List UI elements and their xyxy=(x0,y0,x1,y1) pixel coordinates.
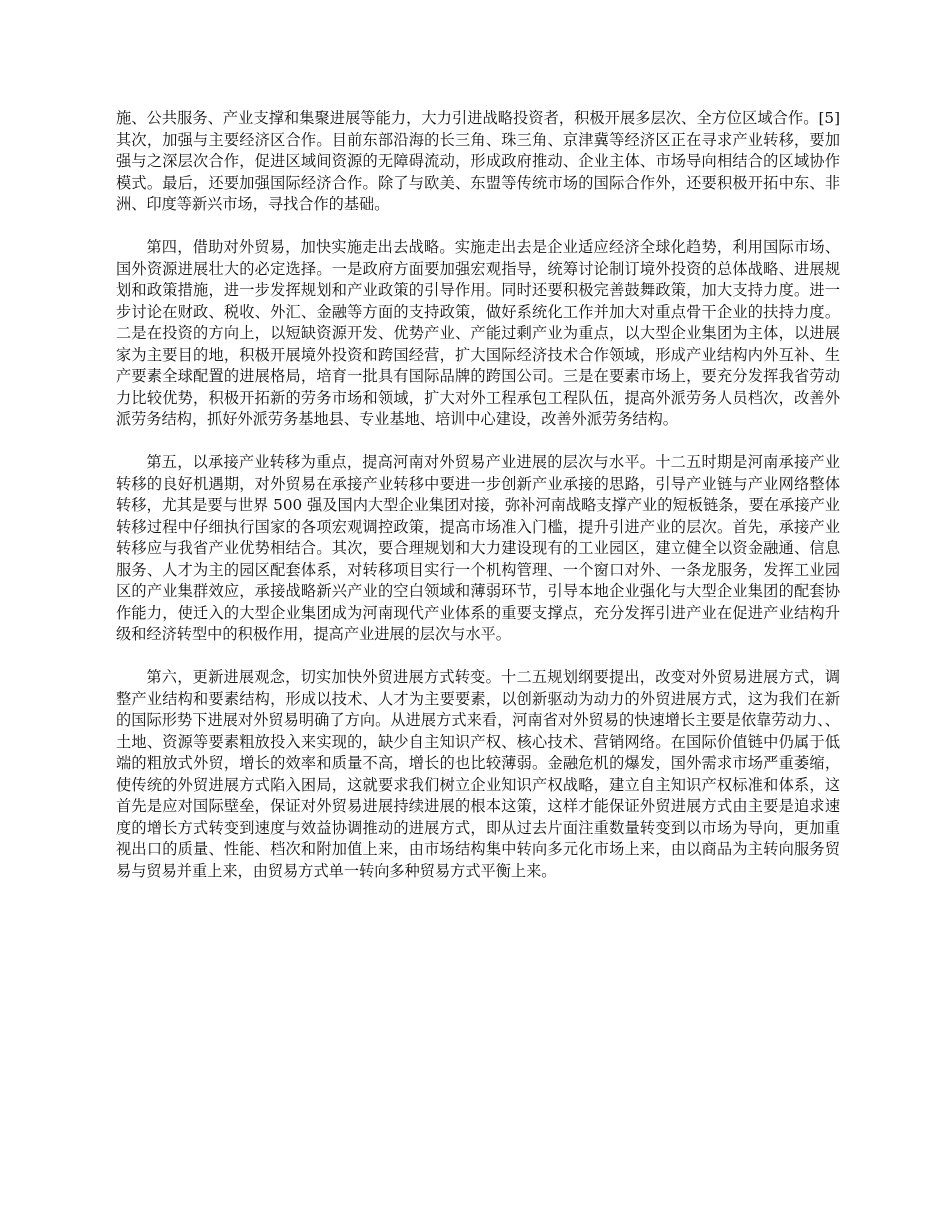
paragraph-fourth-going-global: 第四，借助对外贸易，加快实施走出去战略。实施走出去是企业适应经济全球化趋势，利用国际市场、国外资源进展壮大的必定选择。一是政府方面要加强宏观指导，统筹讨论制订境外投资的总体战略、进展规划和政策措施，进一步发挥规划和产业政策的引导作用。同时还要积极完善鼓舞政策，加大支持力度。进一步讨论在财政、税收、外汇、金融等方面的支持政策，做好系统化工作并加大对重点骨干企业的扶持力度。二是在投资的方向上，以短缺资源开发、优势产业、产能过剩产业为重点，以大型企业集团为主体，以进展家为主要目的地，积极开展境外投资和跨国经营，扩大国际经济技术合作领域，形成产业结构内外互补、生产要素全球配置的进展格局，培育一批具有国际品牌的跨国公司。三是在要素市场上，要充分发挥我省劳动力比较优势，积极开拓新的劳务市场和领域，扩大对外工程承包工程队伍，提高外派劳务人员档次，改善外派劳务结构，抓好外派劳务基地县、专业基地、培训中心建设，改善外派劳务结构。 xyxy=(116,238,840,428)
paragraph-fifth-industry-transfer: 第五，以承接产业转移为重点，提高河南对外贸易产业进展的层次与水平。十二五时期是河南承接产业转移的良好机遇期，对外贸易在承接产业转移中要进一步创新产业承接的思路，引导产业链与产业网络整体转移，尤其是要与世界 500 强及国内大型企业集团对接，弥补河南战略支撑产业的短板链条，要在承接产业转移过程中仔细执行国家的各项宏观调控政策，提高市场准入门槛，提升引进产业的层次。首先，承接产业转移应与我省产业优势相结合。其次，要合理规划和大力建设现有的工业园区，建立健全以资金融通、信息服务、人才为主的园区配套体系，对转移项目实行一个机构管理、一个窗口对外、一条龙服务，发挥工业园区的产业集群效应，承接战略新兴产业的空白领域和薄弱环节，引导本地企业强化与大型企业集团的配套协作能力，使迁入的大型企业集团成为河南现代产业体系的重要支撑点，充分发挥引进产业在促进产业结构升级和经济转型中的积极作用，提高产业进展的层次与水平。 xyxy=(116,453,840,643)
document-body xyxy=(116,108,840,882)
paragraph-regional-cooperation: 施、公共服务、产业支撑和集聚进展等能力，大力引进战略投资者，积极开展多层次、全方位区域合作。[5]其次，加强与主要经济区合作。目前东部沿海的长三角、珠三角、京津冀等经济区正在寻求产业转移，要加强与之深层次合作，促进区域间资源的无障碍流动，形成政府推动、企业主体、市场导向相结合的区域协作模式。最后，还要加强国际经济合作。除了与欧美、东盟等传统市场的国际合作外，还要积极开拓中东、非洲、印度等新兴市场，寻找合作的基础。 xyxy=(116,109,840,213)
paragraph-sixth-development-mode: 第六，更新进展观念，切实加快外贸进展方式转变。十二五规划纲要提出，改变对外贸易进展方式，调整产业结构和要素结构，形成以技术、人才为主要要素，以创新驱动为动力的外贸进展方式，这为我们在新的国际形势下进展对外贸易明确了方向。从进展方式来看，河南省对外贸易的快速增长主要是依靠劳动力、、土地、资源等要素粗放投入来实现的，缺少自主知识产权、核心技术、营销网络。在国际价值链中仍属于低端的粗放式外贸，增长的效率和质量不高，增长的也比较薄弱。金融危机的爆发，国外需求市场严重萎缩，使传统的外贸进展方式陷入困局，这就要求我们树立企业知识产权战略，建立自主知识产权标准和体系，这首先是应对国际壁垒，保证对外贸易进展持续进展的根本这策，这样才能保证外贸进展方式由主要是追求速度的增长方式转变到速度与效益协调推动的进展方式，即从过去片面注重数量转变到以市场为导向，更加重视出口的质量、性能、档次和附加值上来，由市场结构集中转向多元化市场上来，由以商品为主转向服务贸易与贸易并重上来，由贸易方式单一转向多种贸易方式平衡上来。 xyxy=(116,668,840,880)
